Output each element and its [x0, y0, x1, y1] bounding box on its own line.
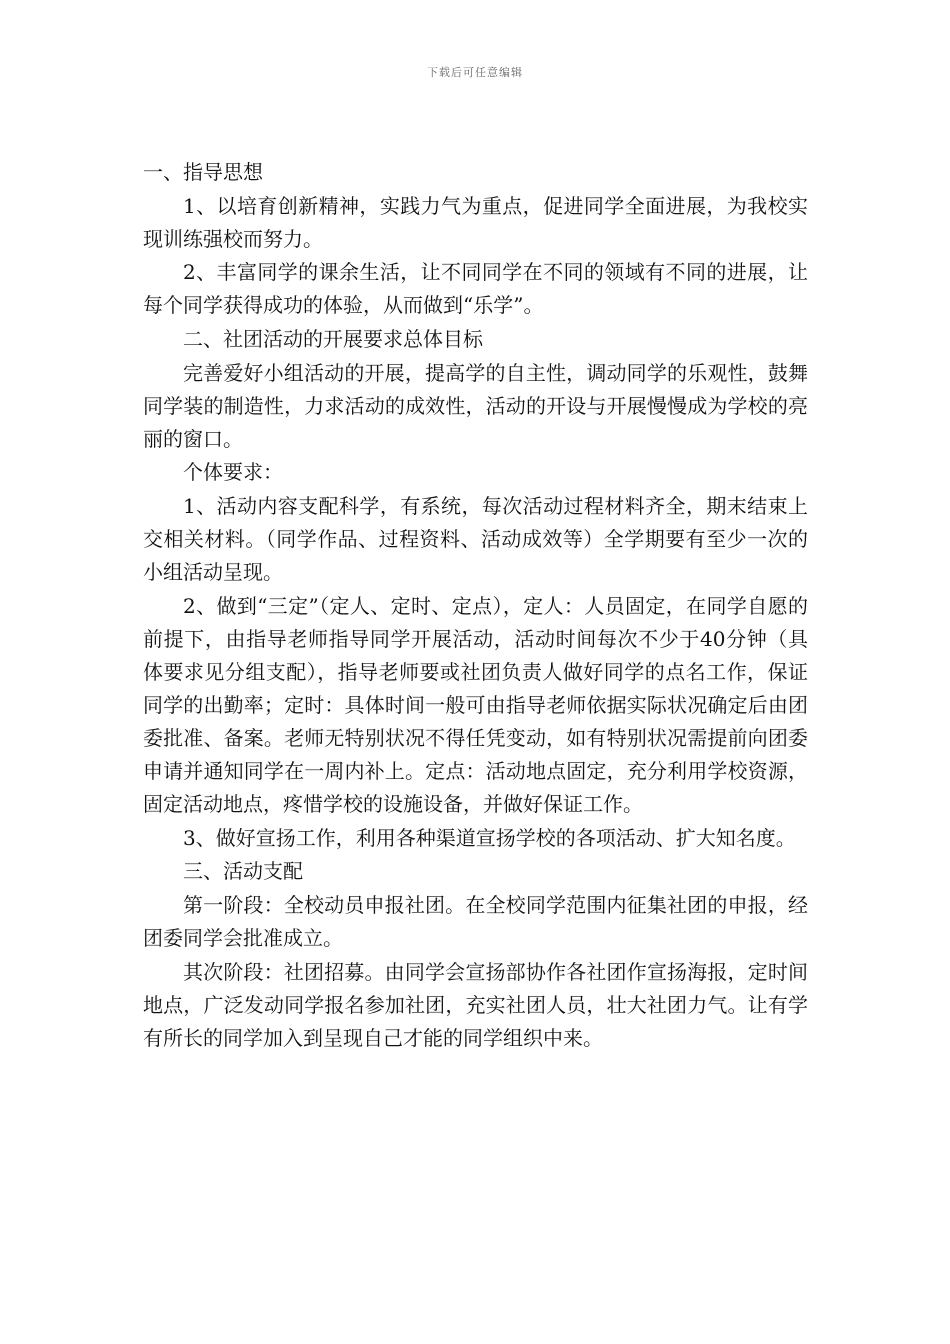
paragraph: 1、以培育创新精神，实践力气为重点，促进同学全面进展，为我校实现训练强校而努力。: [143, 193, 808, 251]
subheading-individual-requirements: 个体要求：: [183, 460, 283, 485]
page-header: 下载后可任意编辑: [427, 66, 523, 79]
heading-guiding-thought: 一、指导思想: [143, 160, 263, 184]
heading-activity-arrangement: 三、活动支配: [183, 859, 303, 884]
paragraph: 完善爱好小组活动的开展，提高学的自主性，调动同学的乐观性，鼓舞同学装的制造性，力求活动的成效性，活动的开设与开展慢慢成为学校的亮丽的窗口。: [143, 360, 808, 451]
paragraph: 第一阶段：全校动员申报社团。在全校同学范围内征集社团的申报，经团委同学会批准成立。: [143, 892, 808, 950]
paragraph: 其次阶段：社团招募。由同学会宣扬部协作各社团作宣扬海报，定时间地点，广泛发动同学报名参加社团，充实社团人员，壮大社团力气。让有学有所长的同学加入到呈现自己才能的同学组织中来。: [143, 959, 808, 1050]
heading-club-goals: 二、社团活动的开展要求总体目标: [183, 327, 483, 352]
paragraph: 3、做好宣扬工作，利用各种渠道宣扬学校的各项活动、扩大知名度。: [183, 825, 796, 850]
paragraph: 1、活动内容支配科学，有系统，每次活动过程材料齐全，期末结束上交相关材料。（同学作品、过程资料、活动成效等）全学期要有至少一次的小组活动呈现。: [143, 494, 808, 585]
document-body: [143, 156, 808, 1055]
paragraph: 2、丰富同学的课余生活，让不同同学在不同的领域有不同的进展，让每个同学获得成功的体验，从而做到“乐学”。: [143, 260, 808, 318]
paragraph: 2、做到“三定”（定人、定时、定点），定人：人员固定，在同学自愿的前提下，由指导老师指导同学开展活动，活动时间每次不少于40分钟（具体要求见分组支配），指导老师要或社团负责人做好同学的点名工作，保证同学的出勤率；定时：具体时间一般可由指导老师依据实际状况确定后由团委批准、备案。老师无特别状况不得任凭变动，如有特别状况需提前向团委申请并通知同学在一周内补上。定点：活动地点固定，充分利用学校资源，固定活动地点，疼惜学校的设施设备，并做好保证工作。: [143, 593, 808, 816]
